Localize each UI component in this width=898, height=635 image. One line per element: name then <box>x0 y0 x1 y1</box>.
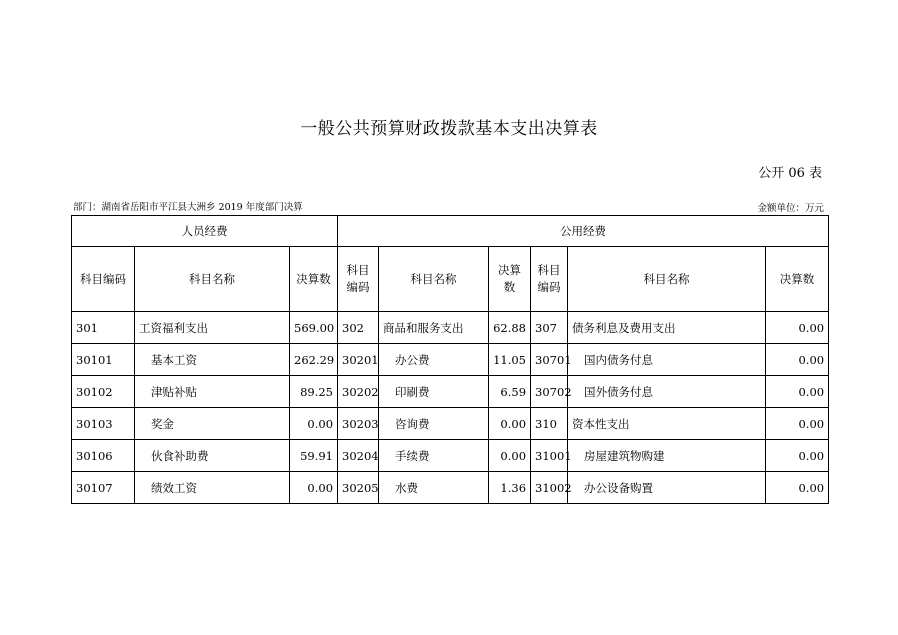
cell-name-3: 资本性支出 <box>568 408 766 440</box>
cell-amount: 0.00 <box>290 408 338 440</box>
cell-name-2: 咨询费 <box>379 408 489 440</box>
cell-amount-2: 62.88 <box>489 312 531 344</box>
cell-name: 绩效工资 <box>135 472 290 504</box>
cell-code-3: 310 <box>531 408 568 440</box>
table-row <box>72 440 829 472</box>
table-row <box>72 344 829 376</box>
cell-name-2: 办公费 <box>379 344 489 376</box>
cell-amount-2: 0.00 <box>489 440 531 472</box>
cell-amount-2: 1.36 <box>489 472 531 504</box>
cell-code-3: 307 <box>531 312 568 344</box>
col-header-code-2-line1: 科目 <box>346 263 370 277</box>
cell-name: 津贴补贴 <box>135 376 290 408</box>
col-header-name-3: 科目名称 <box>568 247 766 312</box>
table-row <box>72 376 829 408</box>
cell-code-2: 30205 <box>338 472 379 504</box>
col-header-amount-3: 决算数 <box>766 247 829 312</box>
cell-code-2: 30204 <box>338 440 379 472</box>
cell-amount-3: 0.00 <box>766 408 829 440</box>
cell-name-3: 债务利息及费用支出 <box>568 312 766 344</box>
cell-name-2: 印刷费 <box>379 376 489 408</box>
cell-name: 基本工资 <box>135 344 290 376</box>
cell-amount-2: 6.59 <box>489 376 531 408</box>
cell-code-2: 30203 <box>338 408 379 440</box>
cell-name: 工资福利支出 <box>135 312 290 344</box>
cell-code-2: 30202 <box>338 376 379 408</box>
cell-amount: 262.29 <box>290 344 338 376</box>
col-header-code-3-line2: 编码 <box>537 280 561 294</box>
cell-amount-2: 0.00 <box>489 408 531 440</box>
cell-name: 伙食补助费 <box>135 440 290 472</box>
cell-name-3: 办公设备购置 <box>568 472 766 504</box>
col-header-code-3-line1: 科目 <box>537 263 561 277</box>
cell-name-2: 手续费 <box>379 440 489 472</box>
col-header-amount: 决算数 <box>290 247 338 312</box>
cell-code: 30102 <box>72 376 135 408</box>
col-header-name: 科目名称 <box>135 247 290 312</box>
col-header-code-3 <box>531 247 568 312</box>
cell-code-3: 30702 <box>531 376 568 408</box>
col-header-amount-2-line1: 决算 <box>498 263 522 277</box>
col-header-amount-2-line2: 数 <box>503 280 516 294</box>
cell-name-3: 国外债务付息 <box>568 376 766 408</box>
cell-code: 30103 <box>72 408 135 440</box>
cell-code: 30107 <box>72 472 135 504</box>
table-row <box>72 472 829 504</box>
cell-name-3: 房屋建筑物购建 <box>568 440 766 472</box>
table-row <box>72 312 829 344</box>
amount-unit-label: 金额单位：万元 <box>757 203 824 214</box>
col-header-amount-2 <box>489 247 531 312</box>
cell-amount-3: 0.00 <box>766 440 829 472</box>
cell-amount-2: 11.05 <box>489 344 531 376</box>
cell-amount: 569.00 <box>290 312 338 344</box>
group-header-public: 公用经费 <box>338 216 829 247</box>
cell-code-3: 31001 <box>531 440 568 472</box>
cell-amount-3: 0.00 <box>766 312 829 344</box>
cell-code: 301 <box>72 312 135 344</box>
cell-amount: 59.91 <box>290 440 338 472</box>
table-row <box>72 408 829 440</box>
cell-name-2: 水费 <box>379 472 489 504</box>
col-header-name-2: 科目名称 <box>379 247 489 312</box>
cell-name-2: 商品和服务支出 <box>379 312 489 344</box>
cell-amount-3: 0.00 <box>766 472 829 504</box>
cell-code-2: 302 <box>338 312 379 344</box>
cell-name: 奖金 <box>135 408 290 440</box>
group-header-personnel: 人员经费 <box>72 216 338 247</box>
cell-amount-3: 0.00 <box>766 376 829 408</box>
cell-amount: 0.00 <box>290 472 338 504</box>
department-label: 部门：湖南省岳阳市平江县大洲乡 2019 年度部门决算 <box>73 202 303 213</box>
cell-code-3: 30701 <box>531 344 568 376</box>
cell-name-3: 国内债务付息 <box>568 344 766 376</box>
col-header-code: 科目编码 <box>72 247 135 312</box>
col-header-code-2-line2: 编码 <box>346 280 370 294</box>
cell-amount-3: 0.00 <box>766 344 829 376</box>
col-header-code-2 <box>338 247 379 312</box>
form-number: 公开 06 表 <box>758 166 822 181</box>
page-title: 一般公共预算财政拨款基本支出决算表 <box>300 119 598 139</box>
cell-code: 30106 <box>72 440 135 472</box>
expenditure-table <box>71 215 829 504</box>
cell-code: 30101 <box>72 344 135 376</box>
cell-amount: 89.25 <box>290 376 338 408</box>
cell-code-3: 31002 <box>531 472 568 504</box>
cell-code-2: 30201 <box>338 344 379 376</box>
